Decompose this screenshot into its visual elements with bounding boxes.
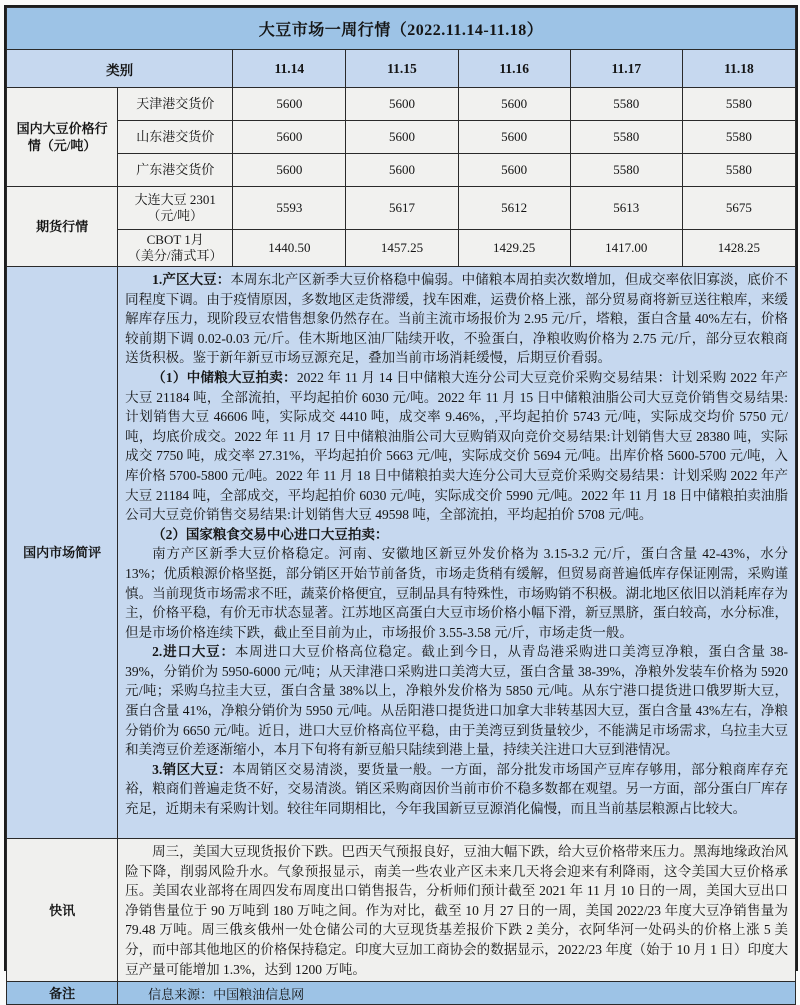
- commentary-content: [118, 267, 796, 839]
- price-table-row: [7, 121, 796, 154]
- price-value: 5580: [682, 121, 795, 154]
- contract-label-line1: 大连大豆 2301: [134, 192, 216, 207]
- futures-value: 1429.25: [458, 230, 570, 267]
- price-value: 5600: [233, 88, 346, 121]
- info-source: 信息来源：中国粮油信息网: [118, 982, 796, 1005]
- contract-label: [118, 230, 233, 267]
- price-table-row: [7, 154, 796, 187]
- news-row: [7, 839, 796, 982]
- price-value: 5580: [682, 154, 795, 187]
- remark-section-label: 备注: [7, 982, 118, 1005]
- paragraph-text: 周三，美国大豆现货报价下跌。巴西天气预报良好，豆油大幅下跌，给大豆价格带来压力。黑海地缘政治风险下降，削弱风险升水。气象预报显示，南美一些农业产区未来几天将会迎来有利降雨，这令美国大豆价格承压。美国农业部将在周四发布周度出口销售报告，分析师们预计截至 2021 年 11 月 10 日的一周，美国大豆出口净销售量位于 90 万吨到 180 万吨之间。作为对比，截至 10 月 27 日的一周，美国 2022/23 年度大豆净销售量为 79.48 万吨。周三俄亥俄州一处仓储公司的大豆现货基差报价下跌 2 美分，衣阿华河一处码头的价格上涨 5 美分，而中部其他地区的价格保持稳定。印度大豆加工商协会的数据显示，2022/23 年度（始于 10 月 1 日）印度大豆产量可能增加 1.3%，达到 1200 万吨。: [125, 844, 788, 977]
- port-label: 广东港交货价: [118, 154, 233, 187]
- commentary-paragraph: [125, 760, 788, 819]
- port-label: 天津港交货价: [118, 88, 233, 121]
- paragraph-text: 2022 年 11 月 14 日中储粮大连分公司大豆竞价采购交易结果：计划采购 2022 年产大豆 21184 吨，全部流拍，平均起拍价 6030 元/吨。2022 年 11 月 15 日中储粮油脂公司大豆竞价销售交易结果:计划销售大豆 46606 吨，实际成交 4410 吨，成交率 9.46%，,平均起拍价 5743 元/吨，实际成交均价 5750 元/吨，均底价成交。2022 年 11 月 17 日中储粮油脂公司大豆购销双向竞价交易结果:计划销售大豆 28380 吨，实际成交 7750 吨，成交率 27.31%，平均起拍价 5663 元/吨，实际成交价 5694 元/吨。出库价格 5600-5700 元/吨，入库价格 5700-5800 元/吨。2022 年 11 月 18 日中储粮拍卖大连分公司大豆竞价采购交易结果：计划采购 2022 年产大豆 21184 吨，全部成交，平均起拍价 6030 元/吨，实际成交价 5990 元/吨。2022 年 11 月 18 日中储粮拍卖油脂公司大豆竞价销售交易结果:计划销售大豆 49598 吨，全部流拍，平均起拍价 5708 元/吨。: [125, 369, 789, 523]
- price-value: 5580: [682, 88, 795, 121]
- futures-value: 5612: [458, 187, 570, 230]
- remark-row: [7, 982, 796, 1005]
- date-header-11.18: 11.18: [682, 50, 795, 88]
- date-header-11.14: 11.14: [233, 50, 346, 88]
- futures-table-row: [7, 230, 796, 267]
- paragraph-text: 本周进口大豆价格高位稳定。截止到今日，从青岛港采购进口美湾豆净粮，蛋白含量 38-39%，分销价为 5950-6000 元/吨；从天津港口采购进口美湾大豆，蛋白含量 38-39%，净粮外发装车价格为 5920 元/吨；采购乌拉圭大豆，蛋白含量 38%以上，净粮外发价格为 5850 元/吨。从东宁港口提货进口俄罗斯大豆，蛋白含量 41%，净粮分销价为 5950 元/吨。从岳阳港口提货进口加拿大非转基因大豆，蛋白含量 43%左右，净粮分销价为 6650 元/吨。近日，进口大豆价格高位平稳，由于美湾豆到货量较少，不能满足市场需求，乌拉圭大豆和美湾豆价差逐渐缩小，本月下旬将有新豆船只陆续到港上量，持续关注进口大豆到港情况。: [125, 644, 789, 758]
- paragraph-text: 本周销区交易清淡，要货量一般。一方面，部分批发市场国产豆库存够用，部分粮商库存充裕，粮商们普遍走货不好，交易清淡。销区采购商因价当前市价不稳多数都在观望。另一方面，部分蛋白厂库存充足，近期未有采购计划。较往年同期相比，今年我国新豆豆源消化偏慢，而且当前基层粮源占比较大。: [125, 761, 789, 817]
- futures-value: 1428.25: [682, 230, 795, 267]
- futures-value: 1457.25: [346, 230, 458, 267]
- domestic-price-section: [7, 88, 796, 187]
- date-header-11.16: 11.16: [458, 50, 570, 88]
- commentary-paragraph: [125, 368, 788, 525]
- futures-value: 1440.50: [233, 230, 346, 267]
- commentary-row: [7, 267, 796, 839]
- commentary-paragraph: [125, 270, 788, 368]
- price-value: 5600: [458, 88, 570, 121]
- price-value: 5580: [570, 121, 682, 154]
- price-value: 5580: [570, 88, 682, 121]
- commentary-paragraph: [125, 525, 788, 545]
- domestic-price-section-label: 国内大豆价格行情（元/吨）: [7, 88, 118, 187]
- date-header-11.17: 11.17: [570, 50, 682, 88]
- paragraph-lead: 3.销区大豆：: [152, 761, 233, 777]
- title-row: [7, 8, 796, 50]
- page-title: 大豆市场一周行情（2022.11.14-11.18）: [7, 8, 796, 50]
- contract-label-line2: （元/吨）: [147, 208, 204, 223]
- paragraph-lead: 1.产区大豆：: [152, 272, 231, 287]
- futures-value: 5675: [682, 187, 795, 230]
- category-header-cell: 类别: [7, 50, 233, 88]
- news-paragraph: [125, 842, 788, 979]
- commentary-paragraph: [125, 544, 788, 642]
- price-value: 5600: [458, 121, 570, 154]
- date-header-row: [7, 50, 796, 88]
- futures-table-row: [7, 187, 796, 230]
- commentary-paragraph: [125, 642, 788, 760]
- news-content: [118, 839, 796, 982]
- price-value: 5600: [458, 154, 570, 187]
- soybean-weekly-table: [4, 5, 798, 1002]
- futures-section-label: 期货行情: [7, 187, 118, 267]
- futures-value: 5593: [233, 187, 346, 230]
- paragraph-lead: （1）中储粮大豆拍卖：: [152, 369, 297, 385]
- futures-value: 5617: [346, 187, 458, 230]
- price-value: 5600: [233, 121, 346, 154]
- paragraph-lead: 2.进口大豆：: [152, 644, 235, 660]
- price-value: 5600: [346, 154, 458, 187]
- date-header-11.15: 11.15: [346, 50, 458, 88]
- contract-label-line2: （美分/蒲式耳）: [127, 248, 223, 263]
- price-table-row: [7, 88, 796, 121]
- contract-label: [118, 187, 233, 230]
- futures-section: [7, 187, 796, 267]
- futures-value: 5613: [570, 187, 682, 230]
- news-section-label: 快讯: [7, 839, 118, 982]
- paragraph-lead: （2）国家粮食交易中心进口大豆拍卖：: [152, 526, 389, 542]
- price-value: 5600: [346, 88, 458, 121]
- contract-label-line1: CBOT 1月: [146, 232, 204, 247]
- price-value: 5600: [346, 121, 458, 154]
- paragraph-text: 南方产区新季大豆价格稳定。河南、安徽地区新豆外发价格为 3.15-3.2 元/斤，蛋白含量 42-43%，水分 13%；优质粮源价格坚挺，部分销区开始节前备货，市场走货稍有缓解，但贸易商普遍低库存保证刚需，采购谨慎。当前现货市场需求不旺，蔬菜价格便宜，豆制品具有特殊性，市场购销不积极。湖北地区依旧以消耗库存为主，价格平稳，有价无市状态显著。江苏地区高蛋白大豆市场价格小幅下滑，新豆黑脐，蛋白较高，水分标准，但是市场价格连续下跌，截止至目前为止，市场报价 3.55-3.58 元/斤，市场走货一般。: [125, 546, 788, 640]
- price-value: 5580: [570, 154, 682, 187]
- paragraph-text: 本周东北产区新季大豆价格稳中偏弱。中储粮本周拍卖次数增加，但成交率依旧寡淡，底价不同程度下调。由于疫情原因，多数地区走货滞缓，找车困难，运费价格上涨，部分贸易商将新豆送往粮库，来缓解库存压力，现阶段豆农惜售想象仍然存在。当前主流市场报价为 2.95 元/斤，塔粮，蛋白含量 40%左右，价格较前期下调 0.02-0.03 元/斤。佳木斯地区油厂陆续开收，不验蛋白，净粮收购价格为 2.75 元/斤，部分豆农粮商送货积极。鉴于新年新豆市场豆源充足，叠加当前市场消耗缓慢，后期豆价看弱。: [125, 272, 789, 366]
- price-value: 5600: [233, 154, 346, 187]
- commentary-section-label: 国内市场简评: [7, 267, 118, 839]
- port-label: 山东港交货价: [118, 121, 233, 154]
- futures-value: 1417.00: [570, 230, 682, 267]
- main-table: [6, 7, 796, 1005]
